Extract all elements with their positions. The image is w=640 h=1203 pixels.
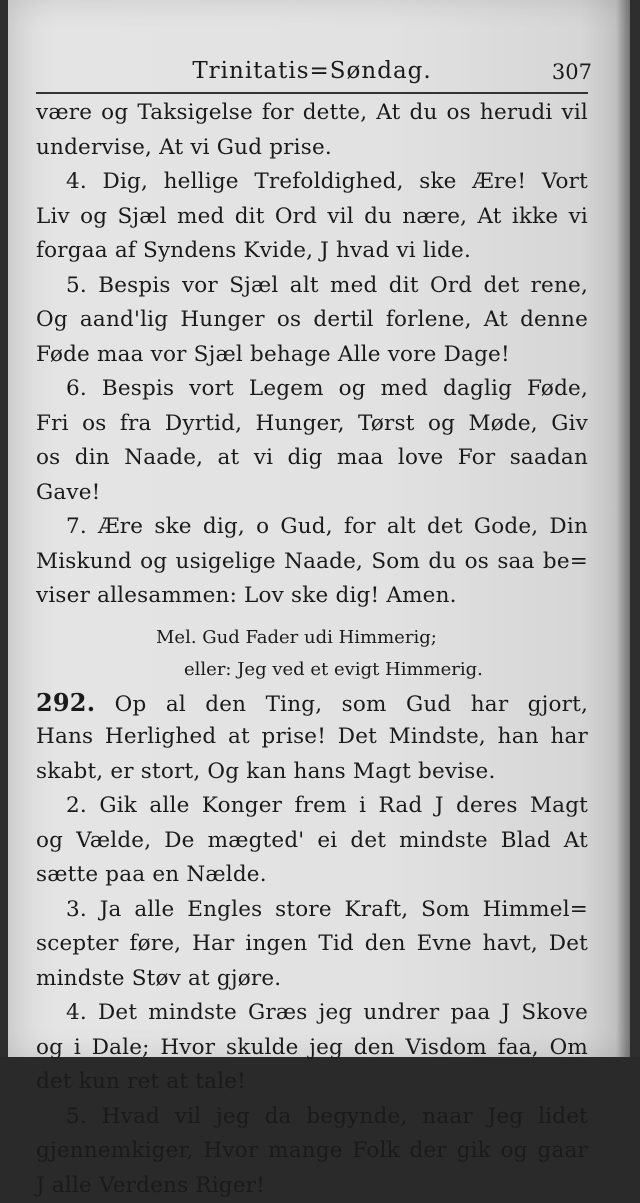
- verse-4-start: 4. Det mindste Græs jeg undrer paa J Skove: [36, 996, 588, 1031]
- text-line: scepter føre, Har ingen Tid den Evne havt, Det: [36, 927, 588, 962]
- running-header: [36, 54, 588, 96]
- melody-alternative: eller: Jeg ved et evigt Himmerig.: [36, 654, 588, 686]
- text-line: Liv og Sjæl med dit Ord vil du nære, At ikke vi: [36, 200, 588, 235]
- text-line: J alle Verdens Riger!: [36, 1169, 588, 1203]
- text-line: viser allesammen: Lov ske dig! Amen.: [36, 579, 588, 614]
- page-edge-shadow: [616, 0, 630, 1057]
- page-content: [36, 54, 588, 1203]
- verse-3-start: 3. Ja alle Engles store Kraft, Som Himmel=: [36, 893, 588, 928]
- book-page: [8, 0, 630, 1057]
- text-line: Miskund og usigelige Naade, Som du os saa be=: [36, 545, 588, 580]
- text-line: os din Naade, at vi dig maa love For saadan: [36, 441, 588, 476]
- verse-6-start: 6. Bespis vort Legem og med daglig Føde,: [36, 372, 588, 407]
- hymn-first-line: [36, 686, 588, 721]
- hymn-number: 292.: [36, 688, 95, 717]
- text-line: og Vælde, De mægted' ei det mindste Blad At: [36, 824, 588, 859]
- header-rule: [36, 92, 588, 94]
- spacer: [36, 614, 588, 622]
- text-line: Fri os fra Dyrtid, Hunger, Tørst og Møde, Giv: [36, 407, 588, 442]
- running-title: Trinitatis=Søndag.: [36, 58, 588, 84]
- text-line: gjennemkiger, Hvor mange Folk der gik og gaar: [36, 1134, 588, 1169]
- melody-note: Mel. Gud Fader udi Himmerig;: [36, 622, 588, 654]
- text-line: og i Dale; Hvor skulde jeg den Visdom faa, Om: [36, 1031, 588, 1066]
- text-line: Hans Herlighed at prise! Det Mindste, han har: [36, 720, 588, 755]
- text-line: mindste Støv at gjøre.: [36, 962, 588, 997]
- text-line: Føde maa vor Sjæl behage Alle vore Dage!: [36, 338, 588, 373]
- verse-7-start: 7. Ære ske dig, o Gud, for alt det Gode, Din: [36, 510, 588, 545]
- text-line: være og Taksigelse for dette, At du os herudi vil: [36, 96, 588, 131]
- text-line: Og aand'lig Hunger os dertil forlene, At denne: [36, 303, 588, 338]
- verse-5-start: 5. Bespis vor Sjæl alt med dit Ord det rene,: [36, 269, 588, 304]
- verse-4-start: 4. Dig, hellige Trefoldighed, ske Ære! Vort: [36, 165, 588, 200]
- text-line: forgaa af Syndens Kvide, J hvad vi lide.: [36, 234, 588, 269]
- text-line: sætte paa en Nælde.: [36, 858, 588, 893]
- text-line: Gave!: [36, 476, 588, 511]
- hymn-first-line-text: Op al den Ting, som Gud har gjort,: [115, 692, 588, 717]
- text-line: undervise, At vi Gud prise.: [36, 131, 588, 166]
- verse-2-start: 2. Gik alle Konger frem i Rad J deres Magt: [36, 789, 588, 824]
- text-line: skabt, er stort, Og kan hans Magt bevise.: [36, 755, 588, 790]
- verse-5-start: 5. Hvad vil jeg da begynde, naar Jeg lidet: [36, 1100, 588, 1135]
- text-line: det kun ret at tale!: [36, 1065, 588, 1100]
- page-number: 307: [552, 60, 592, 84]
